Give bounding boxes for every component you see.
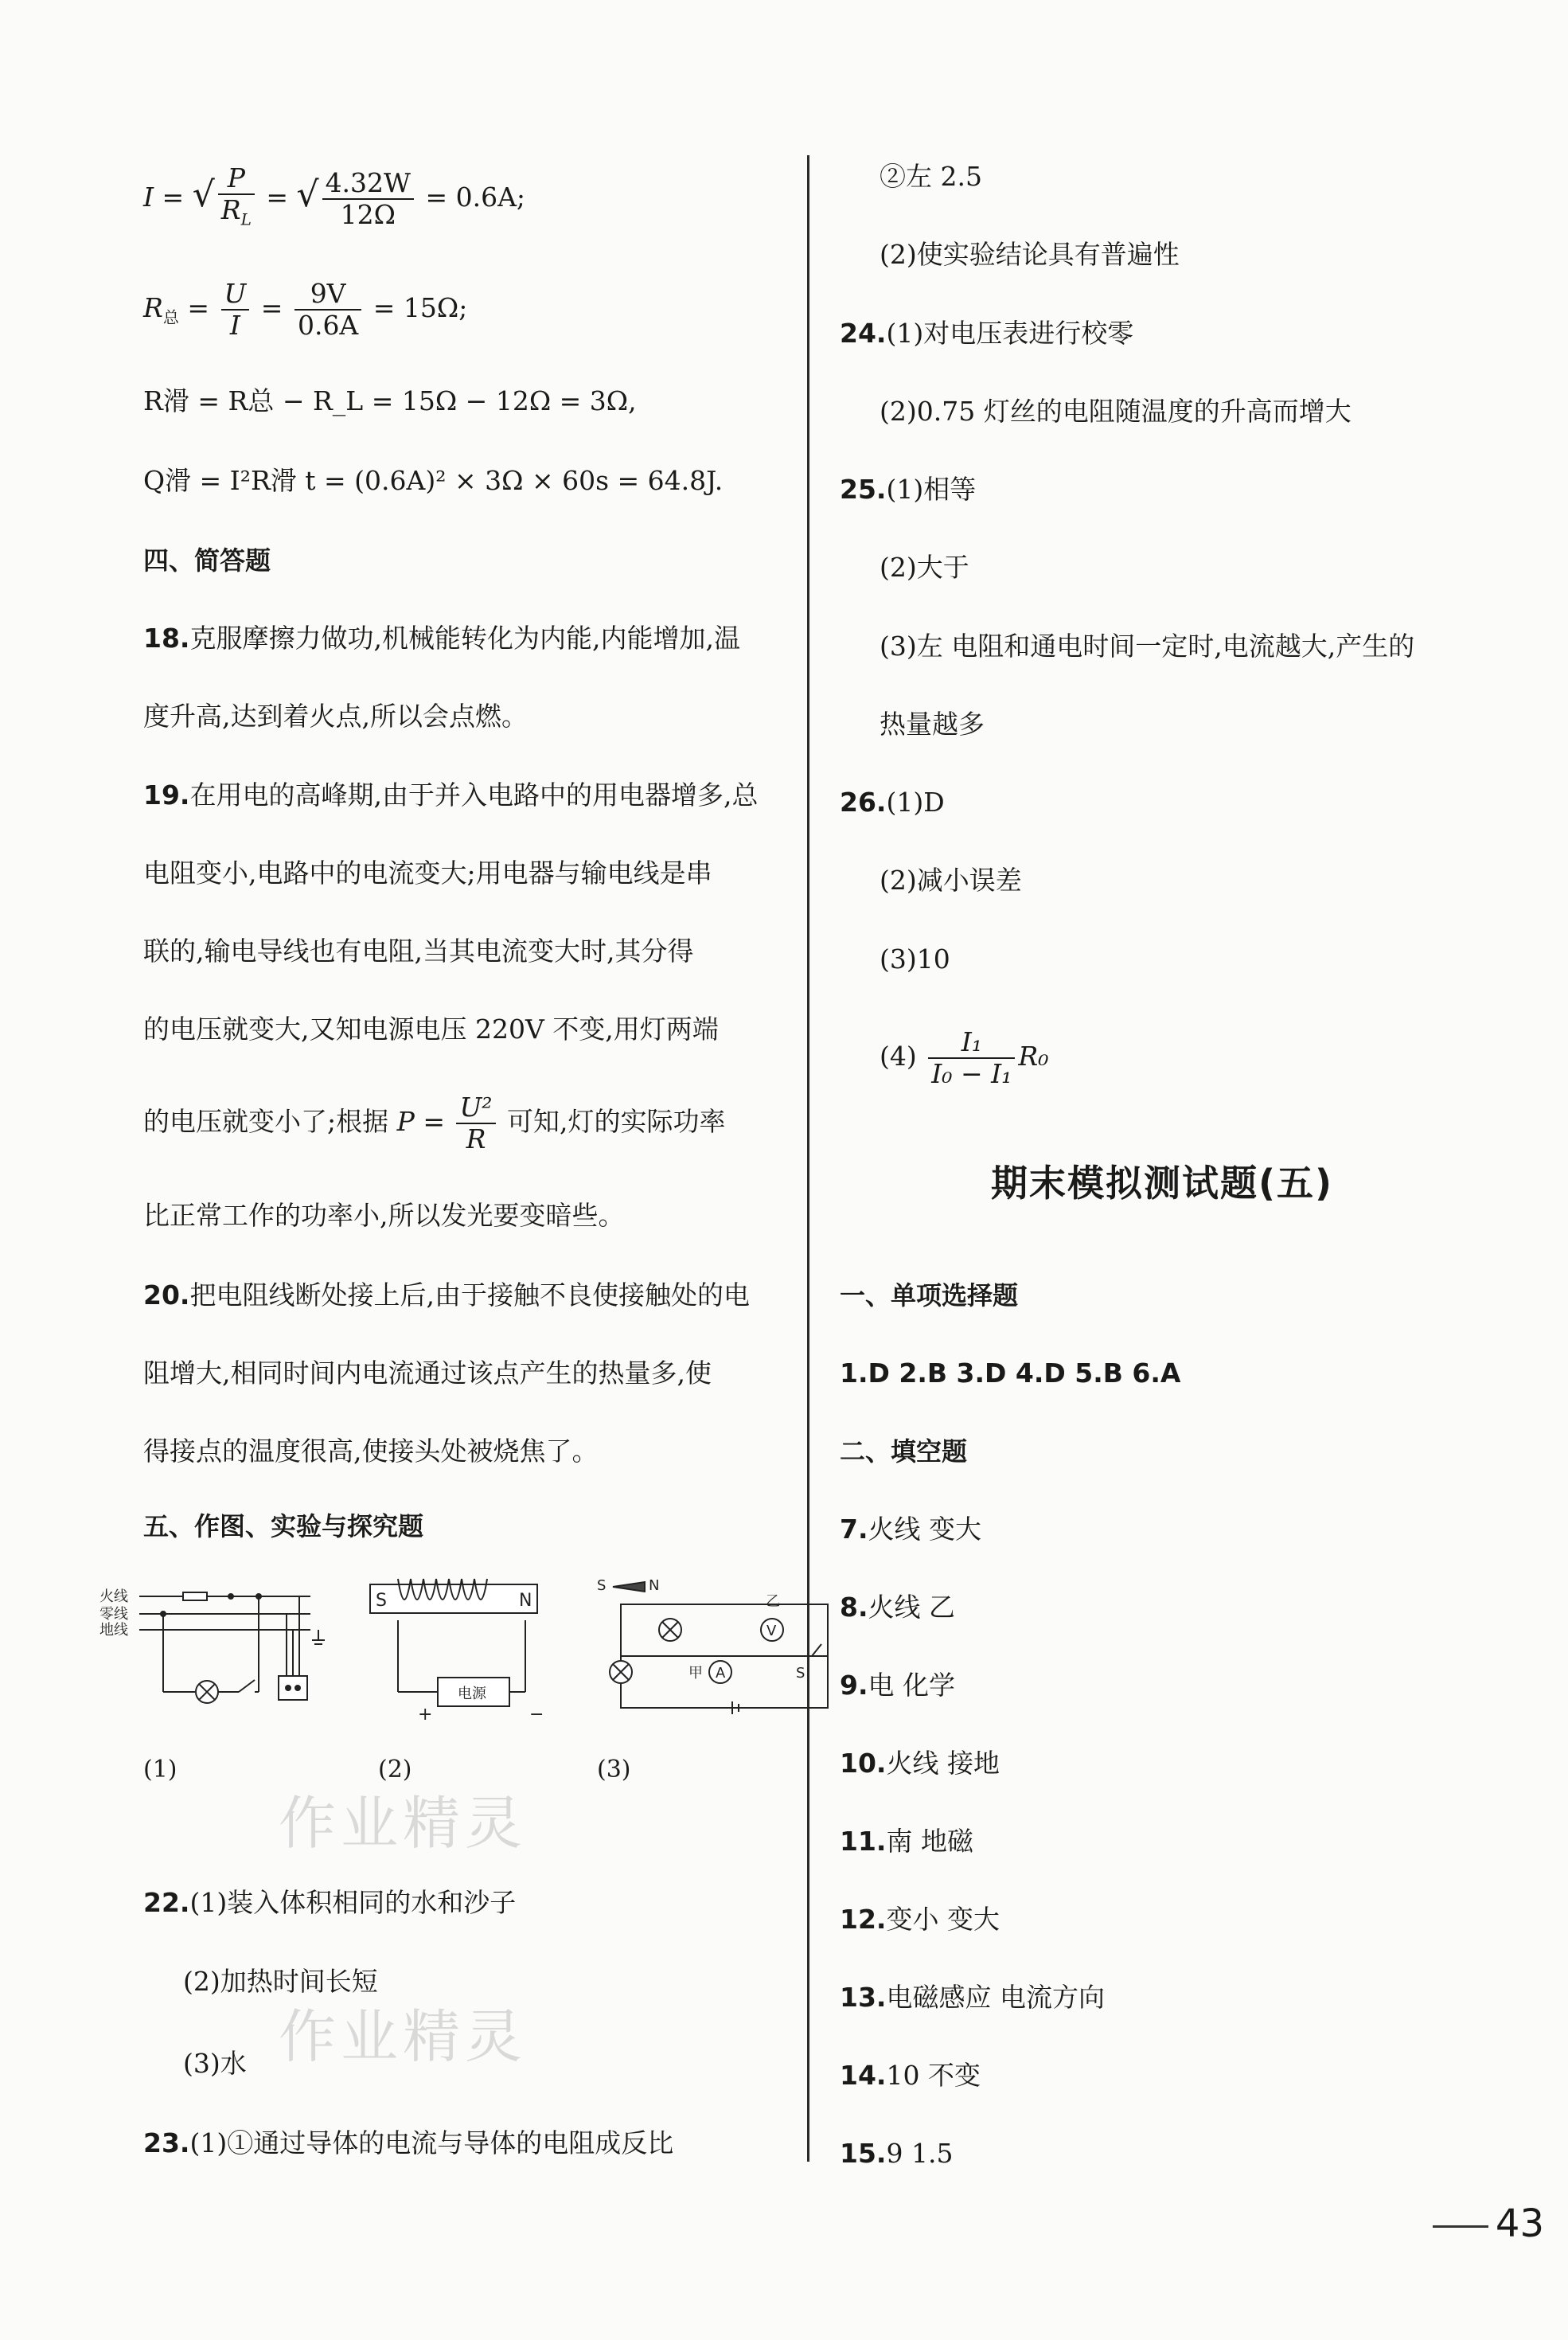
circuit-diagrams — [96, 1572, 836, 1740]
svg-text:S: S — [597, 1577, 607, 1594]
q19-line1: 19.在用电的高峰期,由于并入电路中的用电器增多,总 — [143, 779, 759, 811]
svg-text:S: S — [796, 1665, 805, 1682]
q26-line1: 26.(1)D — [840, 787, 945, 818]
svg-text:A: A — [716, 1665, 726, 1682]
fuse — [183, 1592, 207, 1600]
formula-current: I = √ $\frac{P}{R_L}$ = √ $\frac{4.32W}{12\Omega}$ = 0.6A; — [143, 162, 526, 230]
q19-line6: 比正常工作的功率小,所以发光要变暗些。 — [143, 1200, 625, 1231]
q24-line2: (2)0.75 灯丝的电阻随温度的升高而增大 — [880, 396, 1352, 427]
q23-answer-3: (2)使实验结论具有普遍性 — [880, 239, 1180, 270]
q25-line3: (3)左 电阻和通电时间一定时,电流越大,产生的 — [880, 631, 1415, 662]
svg-text:甲: 甲 — [688, 1665, 703, 1682]
formula-total-resistance: $R_总$ = $\frac{U}{I}$ = $\frac{9V}{0.6A}$ = 15Ω; — [143, 278, 468, 341]
fill-answer: 9.电 化学 — [840, 1670, 955, 1701]
q26-line3: (3)10 — [880, 943, 950, 975]
q20-line1: 20.把电阻线断处接上后,由于接触不良使接触处的电 — [143, 1279, 750, 1311]
q23-answer-2: ②左 2.5 — [880, 161, 982, 192]
svg-text:V: V — [766, 1623, 777, 1639]
section-1-heading: 一、单项选择题 — [840, 1280, 1019, 1311]
q22-line1: 22.(1)装入体积相同的水和沙子 — [143, 1887, 517, 1918]
svg-text:+: + — [418, 1705, 433, 1725]
q20-line2: 阻增大,相同时间内电流通过该点产生的热量多,使 — [143, 1358, 712, 1389]
switch-symbol — [239, 1680, 255, 1692]
formula-heat: Q滑 = I²R滑 t = (0.6A)² × 3Ω × 60s = 64.8J. — [143, 465, 724, 496]
watermark-1: 作业精灵 — [279, 1790, 528, 1857]
label-fire-wire: 火线 — [99, 1588, 128, 1605]
svg-text:−: − — [529, 1705, 544, 1725]
q18-line1: 18.克服摩擦力做功,机械能转化为内能,内能增加,温 — [143, 623, 740, 654]
compass-needle — [613, 1582, 645, 1592]
q26-line2: (2)减小误差 — [880, 865, 1022, 896]
page-number-rule — [1433, 2225, 1488, 2228]
fill-answer: 7.火线 变大 — [840, 1514, 981, 1545]
section-2-heading: 二、填空题 — [840, 1436, 968, 1467]
q25-line2: (2)大于 — [880, 552, 969, 583]
label-ground-wire: 地线 — [99, 1622, 128, 1639]
label-zero-wire: 零线 — [99, 1606, 128, 1623]
fill-answer: 12.变小 变大 — [840, 1904, 1000, 1935]
socket-symbol — [279, 1676, 307, 1700]
q19-line3: 联的,输电导线也有电阻,当其电流变大时,其分得 — [143, 936, 694, 967]
svg-text:电源: 电源 — [458, 1686, 486, 1702]
q19-line2: 电阻变小,电路中的电流变大;用电器与输电线是串 — [143, 857, 712, 889]
formula-slide-resistance: R滑 = R总 − R_L = 15Ω − 12Ω = 3Ω, — [143, 385, 637, 416]
diagram-label-2: (2) — [378, 1756, 412, 1783]
q18-line2: 度升高,达到着火点,所以会点燃。 — [143, 701, 528, 732]
q22-line2: (2)加热时间长短 — [183, 1966, 378, 1997]
q22-line3: (3)水 — [183, 2048, 247, 2079]
section-5-heading: 五、作图、实验与探究题 — [143, 1511, 424, 1541]
exam-title: 期末模拟测试题(五) — [991, 1162, 1334, 1205]
fill-answer: 13.电磁感应 电流方向 — [840, 1982, 1105, 2013]
column-divider — [807, 155, 809, 2162]
q26-line4: (4) $\frac{\text{I₁}}{\text{I₀ − I₁}}$ R₀ — [880, 1026, 1049, 1089]
page-number: 43 — [1495, 2201, 1544, 2246]
watermark-2: 作业精灵 — [279, 2003, 528, 2070]
section-4-heading: 四、简答题 — [143, 545, 271, 576]
diagram-label-1: (1) — [143, 1756, 177, 1783]
svg-text:S: S — [376, 1591, 387, 1611]
fill-answer: 15.9 1.5 — [840, 2138, 954, 2169]
q19-line4: 的电压就变大,又知电源电压 220V 不变,用灯两端 — [143, 1014, 719, 1045]
svg-text:N: N — [519, 1591, 532, 1611]
fill-answer: 8.火线 乙 — [840, 1592, 955, 1623]
q23-line1: 23.(1)①通过导体的电流与导体的电阻成反比 — [143, 2127, 674, 2158]
q25-line4: 热量越多 — [880, 709, 985, 740]
diagram-label-3: (3) — [597, 1756, 631, 1783]
q24-line1: 24.(1)对电压表进行校零 — [840, 318, 1134, 349]
multiple-choice-answers: 1.D 2.B 3.D 4.D 5.B 6.A — [840, 1358, 1181, 1389]
fill-answer: 11.南 地磁 — [840, 1826, 973, 1857]
svg-text:N: N — [649, 1577, 660, 1594]
svg-text:乙: 乙 — [766, 1593, 780, 1610]
fill-answer: 10.火线 接地 — [840, 1748, 1000, 1779]
fill-answer: 14.10 不变 — [840, 2060, 981, 2091]
q20-line3: 得接点的温度很高,使接头处被烧焦了。 — [143, 1436, 599, 1467]
q25-line1: 25.(1)相等 — [840, 474, 977, 505]
q19-line5: 的电压就变小了;根据 P = $\frac{\text{U²}}{R}$ 可知,灯的实际功率 — [143, 1092, 726, 1154]
